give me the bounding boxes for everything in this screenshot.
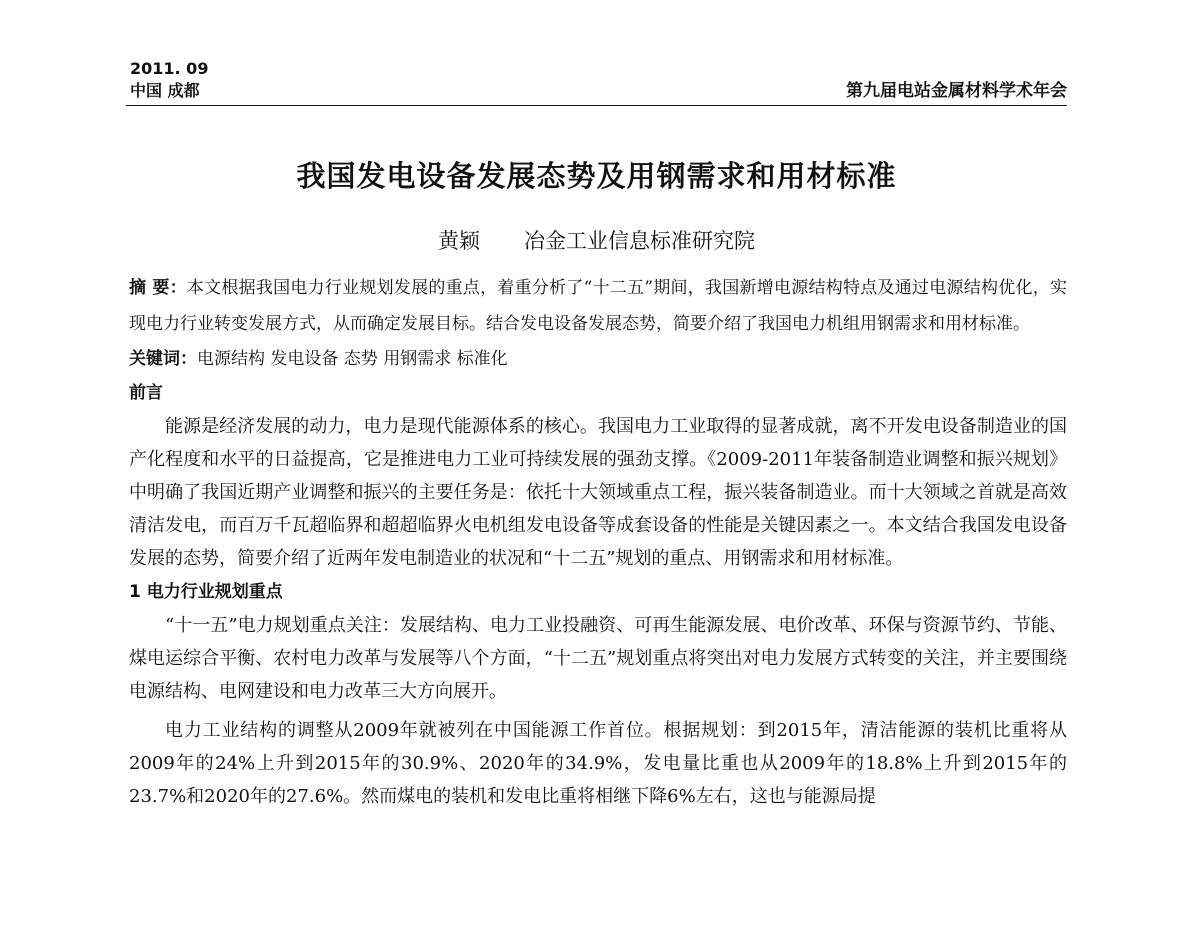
publication-location: 中国 成都 [130, 81, 200, 100]
keywords-text: 电源结构 发电设备 态势 用钢需求 标准化 [197, 349, 508, 369]
keywords-label: 关键词： [129, 349, 197, 369]
preface-heading: 前言 [129, 383, 163, 403]
section-1-paragraph-2: 电力工业结构的调整从2009年就被列在中国能源工作首位。根据规划：到2015年，清洁能源的装机比重将从2009年的24%上升到2015年的30.9%、2020年的34.9%，发电量比重也从2009年的18.8%上升到2015年的23.7%和2020年的27.6%。然而煤电的装机和发电比重将相继下降6%左右，这也与能源局提 [129, 720, 1067, 807]
preface-paragraph: 能源是经济发展的动力，电力是现代能源体系的核心。我国电力工业取得的显著成就，离不开发电设备制造业的国产化程度和水平的日益提高，它是推进电力工业可持续发展的强劲支撑。《2009-2011年装备制造业调整和振兴规划》中明确了我国近期产业调整和振兴的主要任务是：依托十大领域重点工程，振兴装备制造业。而十大领域之首就是高效清洁发电，而百万千瓦超临界和超超临界火电机组发电设备等成套设备的性能是关键因素之一。本文结合我国发电设备发展的态势，简要介绍了近两年发电制造业的状况和“十二五”规划的重点、用钢需求和用材标准。 [129, 416, 1067, 569]
section-1-paragraph-1: “十一五”电力规划重点关注：发展结构、电力工业投融资、可再生能源发展、电价改革、环保与资源节约、节能、煤电运综合平衡、农村电力改革与发展等八个方面，“十二五”规划重点将突出对电力发展方式转变的关注，并主要围绕电源结构、电网建设和电力改革三大方向展开。 [129, 615, 1067, 702]
section-1-heading: 1 电力行业规划重点 [129, 582, 283, 602]
running-header-left [130, 58, 208, 102]
author-affiliation: 冶金工业信息标准研究院 [524, 229, 755, 253]
byline [126, 226, 1067, 256]
abstract-label: 摘 要： [129, 278, 187, 298]
paper-title: 我国发电设备发展态势及用钢需求和用材标准 [296, 159, 897, 193]
author-name: 黄颖 [438, 229, 480, 253]
abstract [129, 270, 1067, 342]
publication-date: 2011. 09 [130, 59, 209, 78]
header-divider [126, 105, 1067, 106]
paper-body [129, 270, 1067, 813]
keywords [129, 342, 1067, 376]
conference-name: 第九届电站金属材料学术年会 [846, 81, 1067, 101]
abstract-text: 本文根据我国电力行业规划发展的重点，着重分析了“十二五”期间，我国新增电源结构特点及通过电源结构优化，实现电力行业转变发展方式，从而确定发展目标。结合发电设备发展态势，简要介绍了我国电力机组用钢需求和用材标准。 [129, 278, 1067, 334]
